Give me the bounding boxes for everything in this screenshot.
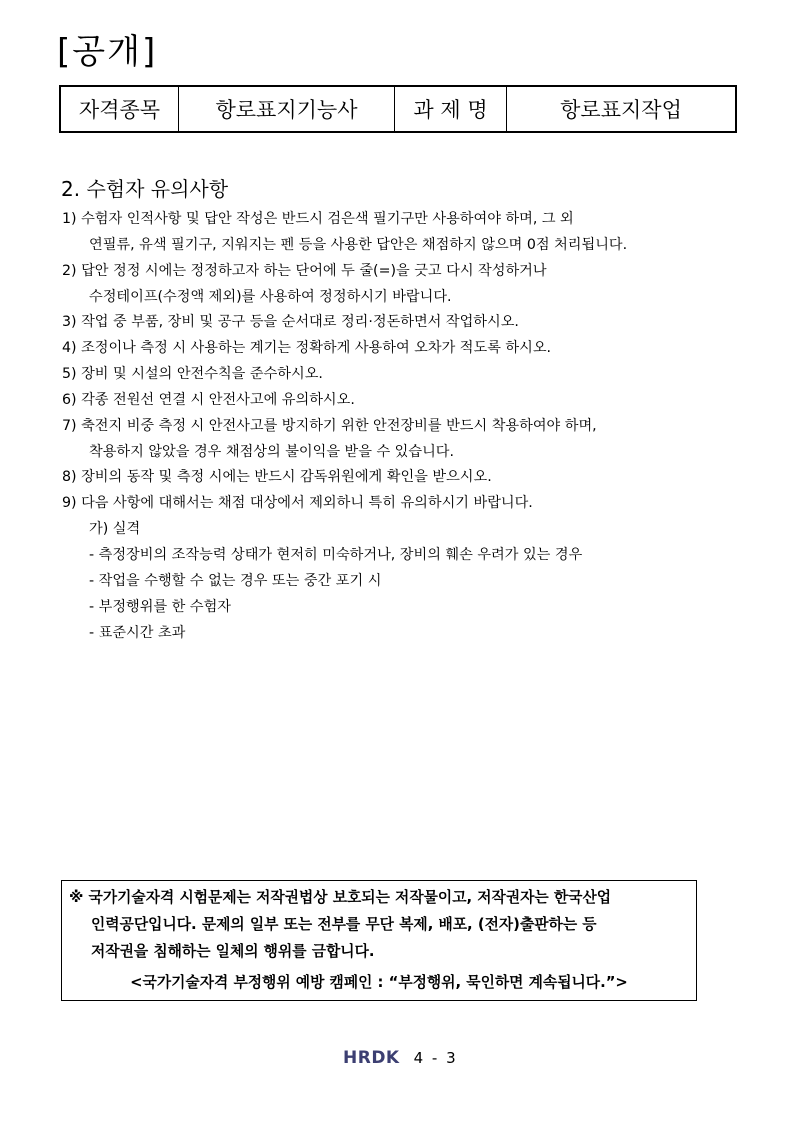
copyright-line-3: 저작권을 침해하는 일체의 행위를 금합니다.: [91, 943, 375, 960]
note-line: 연필류, 유색 필기구, 지워지는 펜 등을 사용한 답안은 채점하지 않으며 0점 처리됩니다.: [89, 236, 628, 253]
note-line: 가) 실격: [89, 521, 141, 538]
note-line: 수정테이프(수정액 제외)를 사용하여 정정하시기 바랍니다.: [89, 288, 452, 305]
notes-list: [62, 207, 752, 646]
public-label: [공개]: [57, 32, 158, 72]
note-line: 2) 답안 정정 시에는 정정하고자 하는 단어에 두 줄(=)을 긋고 다시 작성하거나: [62, 262, 547, 279]
note-line: 9) 다음 사항에 대해서는 채점 대상에서 제외하니 특히 유의하시기 바랍니다.: [62, 495, 533, 512]
note-line: 6) 각종 전원선 연결 시 안전사고에 유의하시오.: [62, 391, 355, 408]
page-footer: [343, 1046, 458, 1070]
info-table-row: [60, 86, 736, 132]
field-label-cell: 자격종목: [60, 86, 179, 132]
note-line: 3) 작업 중 부품, 장비 및 공구 등을 순서대로 정리·정돈하면서 작업하시오.: [62, 314, 519, 331]
note-line: - 부정행위를 한 수험자: [89, 598, 231, 615]
campaign-slogan: <국가기술자격 부정행위 예방 캠페인 : “부정행위, 묵인하면 계속됩니다.”>: [130, 974, 628, 991]
task-label-cell: 과 제 명: [395, 86, 507, 132]
note-line: 1) 수험자 인적사항 및 답안 작성은 반드시 검은색 필기구만 사용하여야 하며, 그 외: [62, 211, 574, 227]
page-number: 4 - 3: [413, 1049, 458, 1067]
copyright-notice-box: [61, 880, 697, 1001]
hrdk-logo: HRDK: [343, 1048, 400, 1068]
field-value-cell: 항로표지기능사: [179, 86, 395, 132]
task-value-cell: 항로표지작업: [507, 86, 737, 132]
note-line: 5) 장비 및 시설의 안전수칙을 준수하시오.: [62, 366, 323, 383]
note-line: - 측정장비의 조작능력 상태가 현저히 미숙하거나, 장비의 훼손 우려가 있는 경우: [89, 546, 583, 563]
info-table: [59, 85, 737, 133]
section-title: 2. 수험자 유의사항: [61, 177, 229, 201]
note-line: 8) 장비의 동작 및 측정 시에는 반드시 감독위원에게 확인을 받으시오.: [62, 469, 492, 486]
note-line: - 표준시간 초과: [89, 624, 186, 641]
note-line: 7) 축전지 비중 측정 시 안전사고를 방지하기 위한 안전장비를 반드시 착용하여야 하며,: [62, 417, 597, 434]
copyright-line-1: ※ 국가기술자격 시험문제는 저작권법상 보호되는 저작물이고, 저작권자는 한국산업: [69, 889, 612, 906]
note-line: 4) 조정이나 측정 시 사용하는 계기는 정확하게 사용하여 오차가 적도록 하시오.: [62, 340, 552, 357]
note-line: - 작업을 수행할 수 없는 경우 또는 중간 포기 시: [89, 572, 382, 589]
note-line: 착용하지 않았을 경우 채점상의 불이익을 받을 수 있습니다.: [89, 443, 455, 460]
copyright-line-2: 인력공단입니다. 문제의 일부 또는 전부를 무단 복제, 배포, (전자)출판하는 등: [91, 916, 597, 933]
